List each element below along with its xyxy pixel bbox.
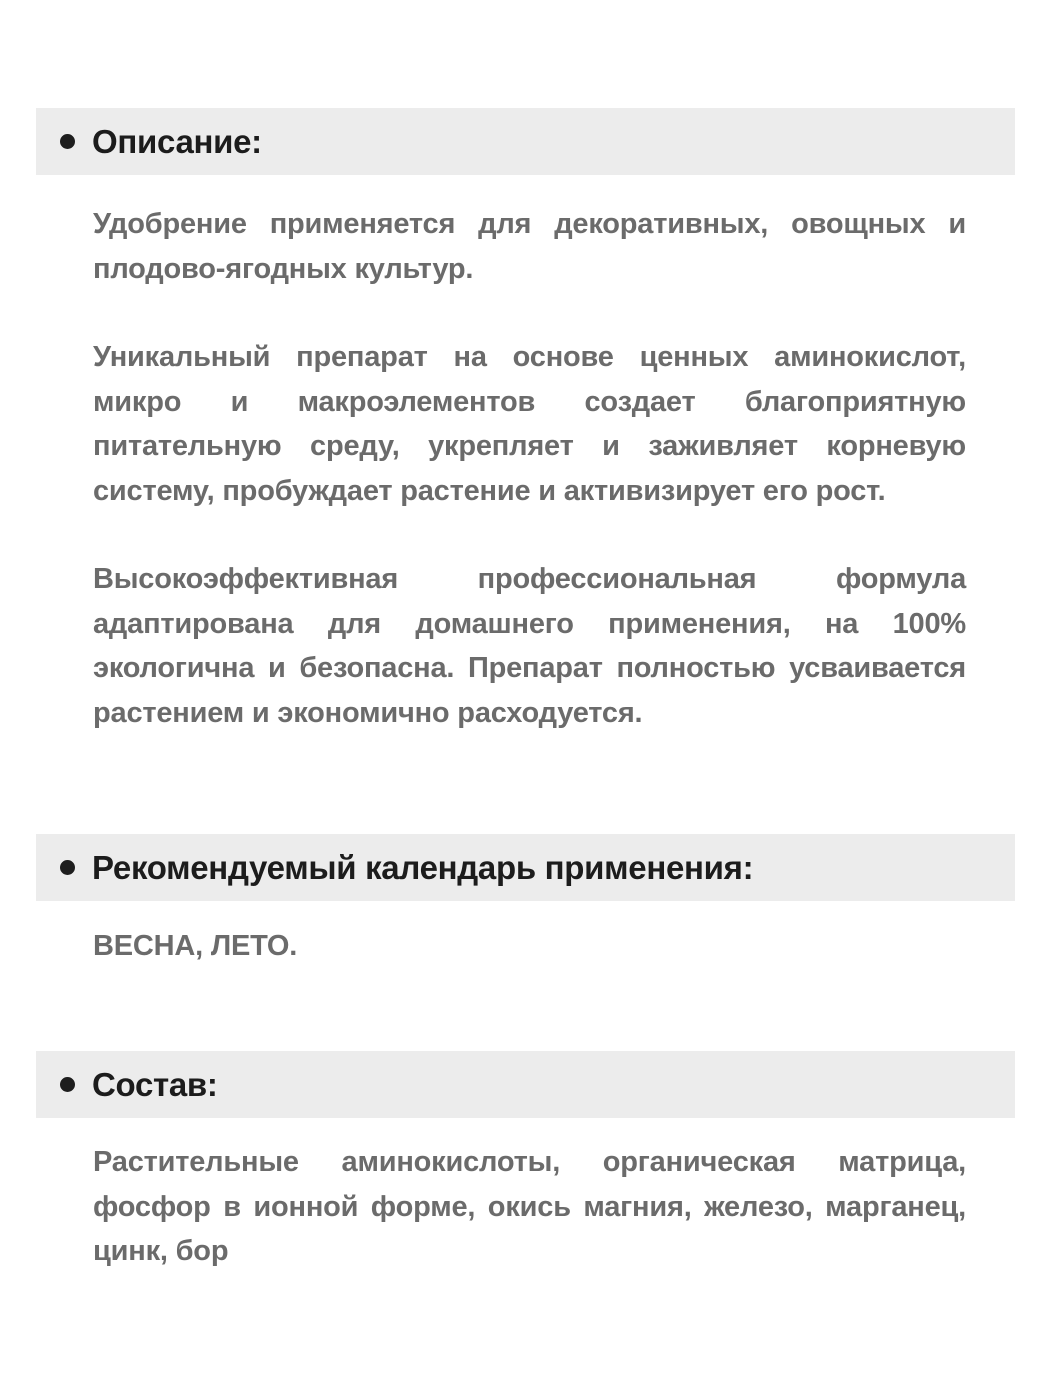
section-title-composition: Состав: [92,1065,218,1103]
section-body-calendar [93,924,966,969]
section-header-calendar [36,834,1015,901]
bullet-icon [60,860,75,875]
bullet-icon [60,1077,75,1092]
description-paragraph-1: Удобрение применяется для декоративных, овощных и плодово-ягодных культур. [93,208,966,285]
bullet-icon [60,134,75,149]
section-header-composition [36,1051,1015,1118]
section-header-description [36,108,1015,175]
composition-text: Растительные аминокислоты, органическая матрица, фосфор в ионной форме, окись магния, железо, марганец, цинк, бор [93,1146,966,1267]
description-paragraph-3: Высокоэффективная профессиональная формула адаптирована для домашнего применения, на 100% экологична и безопасна. Препарат полностью усваивается растением и экономично расходуется. [93,563,966,729]
section-title-calendar: Рекомендуемый календарь применения: [92,848,754,886]
calendar-text: ВЕСНА, ЛЕТО. [93,930,298,962]
section-body-description [93,202,966,735]
section-title-description: Описание: [92,122,262,160]
section-body-composition [93,1140,966,1274]
description-paragraph-2: Уникальный препарат на основе ценных аминокислот, микро и макроэлементов создает благоприятную питательную среду, укрепляет и заживляет корневую систему, пробуждает растение и активизирует его рост. [93,341,966,507]
